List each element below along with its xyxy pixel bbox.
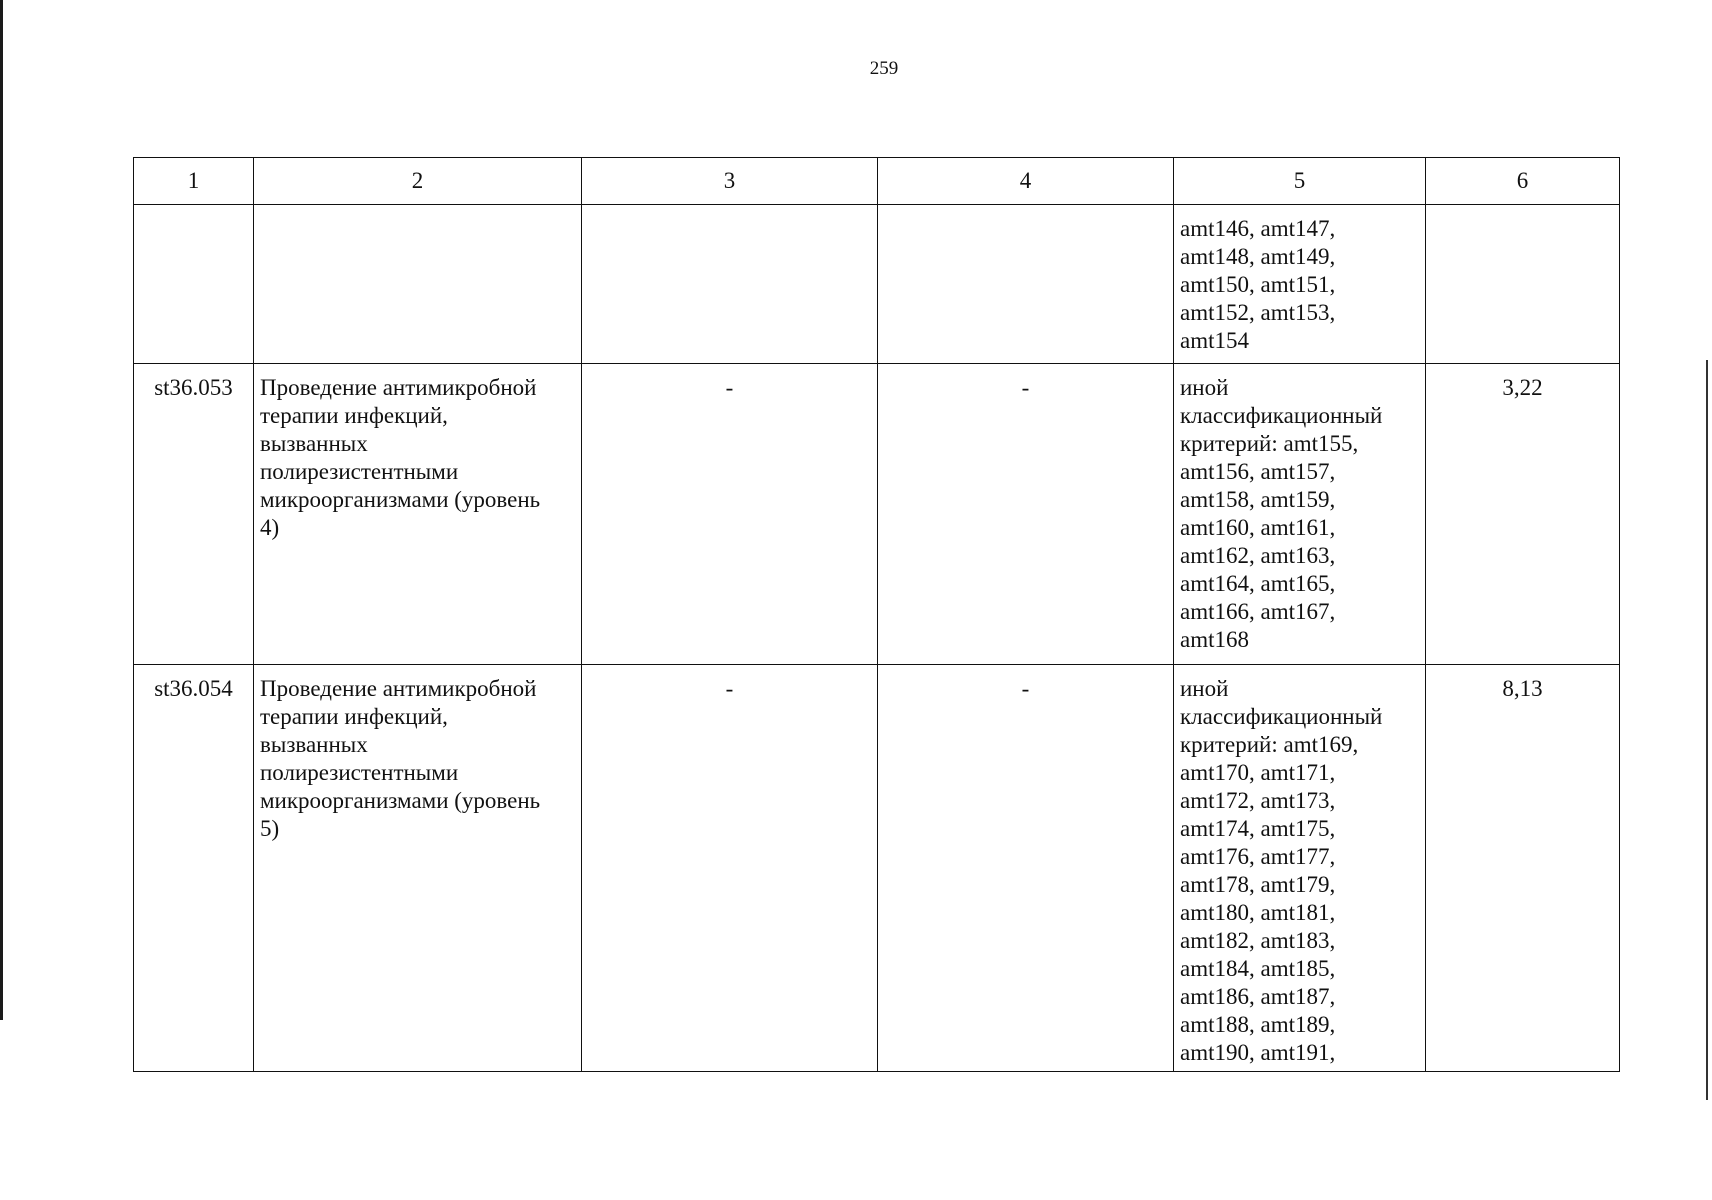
text-line: amt178, amt179, — [1180, 872, 1336, 897]
text-line: вызванных — [260, 431, 368, 456]
header-col-6: 6 — [1426, 158, 1620, 205]
text-line: amt180, amt181, — [1180, 900, 1336, 925]
text-line: amt154 — [1180, 328, 1249, 353]
text-line: amt166, amt167, — [1180, 599, 1336, 624]
text-line: amt176, amt177, — [1180, 844, 1336, 869]
table-row — [134, 364, 1620, 665]
text-line: терапии инфекций, — [260, 704, 448, 729]
coefficient-cell — [1426, 205, 1620, 364]
text-line: amt174, amt175, — [1180, 816, 1336, 841]
text-line: amt152, amt153, — [1180, 300, 1336, 325]
text-line: amt150, amt151, — [1180, 272, 1336, 297]
code-cell: st36.053 — [134, 364, 254, 665]
name-cell — [254, 364, 582, 665]
col3-cell: - — [582, 364, 878, 665]
header-col-3: 3 — [582, 158, 878, 205]
criteria-cell — [1174, 665, 1426, 1072]
text-line: amt184, amt185, — [1180, 956, 1336, 981]
coefficient-cell: 8,13 — [1426, 665, 1620, 1072]
text-line: микроорганизмами (уровень — [260, 788, 541, 813]
document-table — [133, 157, 1620, 1072]
text-line: amt188, amt189, — [1180, 1012, 1336, 1037]
text-line: вызванных — [260, 732, 368, 757]
header-col-5: 5 — [1174, 158, 1426, 205]
col4-cell — [878, 205, 1174, 364]
page-number: 259 — [869, 58, 899, 79]
scan-left-edge — [0, 0, 3, 1020]
text-line: микроорганизмами (уровень — [260, 487, 541, 512]
text-line: 4) — [260, 515, 280, 540]
text-line: иной — [1180, 375, 1229, 400]
text-line: amt158, amt159, — [1180, 487, 1336, 512]
table-header-row — [134, 158, 1620, 205]
text-line: полирезистентными — [260, 459, 459, 484]
text-line: Проведение антимикробной — [260, 676, 537, 701]
table-row — [134, 205, 1620, 364]
col3-cell — [582, 205, 878, 364]
text-line: классификационный — [1180, 403, 1383, 428]
header-col-1: 1 — [134, 158, 254, 205]
header-col-2: 2 — [254, 158, 582, 205]
text-line: amt148, amt149, — [1180, 244, 1336, 269]
text-line: терапии инфекций, — [260, 403, 448, 428]
code-cell: st36.054 — [134, 665, 254, 1072]
name-cell — [254, 205, 582, 364]
text-line: amt182, amt183, — [1180, 928, 1336, 953]
scan-right-edge — [1706, 360, 1708, 1100]
text-line: amt162, amt163, — [1180, 543, 1336, 568]
criteria-cell — [1174, 205, 1426, 364]
text-line: полирезистентными — [260, 760, 459, 785]
col4-cell: - — [878, 665, 1174, 1072]
header-col-4: 4 — [878, 158, 1174, 205]
text-line: критерий: amt155, — [1180, 431, 1359, 456]
text-line: amt168 — [1180, 627, 1249, 652]
text-line: amt160, amt161, — [1180, 515, 1336, 540]
col3-cell: - — [582, 665, 878, 1072]
text-line: amt146, amt147, — [1180, 216, 1336, 241]
text-line: amt190, amt191, — [1180, 1040, 1336, 1065]
coefficient-cell: 3,22 — [1426, 364, 1620, 665]
text-line: amt186, amt187, — [1180, 984, 1336, 1009]
col4-cell: - — [878, 364, 1174, 665]
text-line: Проведение антимикробной — [260, 375, 537, 400]
text-line: классификационный — [1180, 704, 1383, 729]
text-line: amt172, amt173, — [1180, 788, 1336, 813]
name-cell — [254, 665, 582, 1072]
text-line: критерий: amt169, — [1180, 732, 1359, 757]
text-line: 5) — [260, 816, 280, 841]
text-line: amt156, amt157, — [1180, 459, 1336, 484]
table-row — [134, 665, 1620, 1072]
text-line: amt170, amt171, — [1180, 760, 1336, 785]
code-cell — [134, 205, 254, 364]
text-line: amt164, amt165, — [1180, 571, 1336, 596]
criteria-cell — [1174, 364, 1426, 665]
text-line: иной — [1180, 676, 1229, 701]
